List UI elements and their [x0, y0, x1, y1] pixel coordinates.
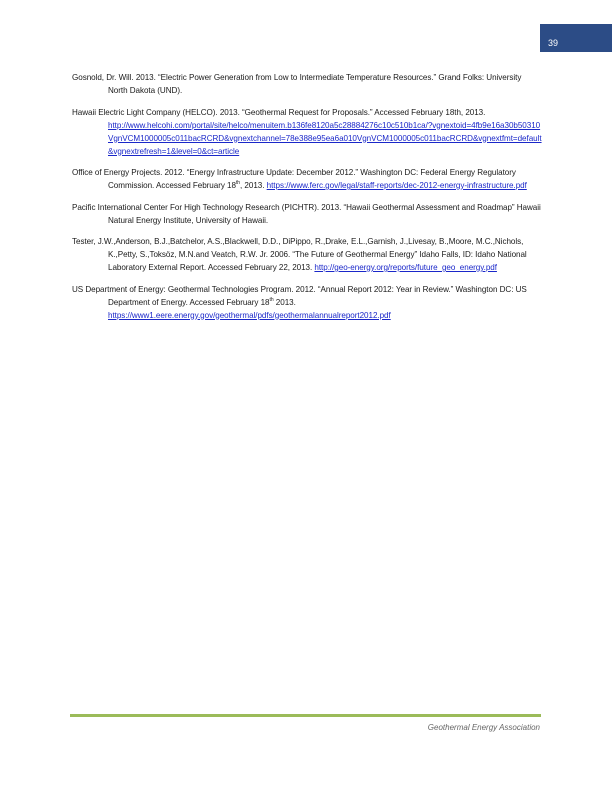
- page-number: 39: [548, 38, 559, 48]
- reference-text: Pacific International Center For High Technology Research (PICHTR). 2013. “Hawaii Geothermal Assessment and Roadmap” Hawaii Natural Energy Institute, University of Hawaii.: [72, 202, 541, 225]
- reference-link[interactable]: https://www.ferc.gov/legal/staff-reports/dec-2012-energy-infrastructure.pdf: [266, 181, 527, 190]
- reference-link[interactable]: http://www.helcohi.com/portal/site/helco/menuitem.b136fe8120a5c28884276c10c510b1ca/?vgnextoid=4fb9e16a30b50310VgnVCM1000005c011bacRCRD&vgnextchannel=78e388e95ea6a010VgnVCM1000005c011bacRCRD&vgnextfmt=default&vgnextrefresh=1&level=0&ct=article: [108, 120, 542, 156]
- reference-tester: [72, 235, 542, 274]
- ordinal-superscript: th: [269, 296, 274, 303]
- reference-text-tail: , 2013.: [240, 181, 267, 190]
- reference-text: Office of Energy Projects. 2012. “Energy Infrastructure Update: December 2012.” Washington DC: Federal Energy Regulatory Commission. Accessed February 18: [72, 168, 516, 190]
- reference-text: Tester, J.W.,Anderson, B.J.,Batchelor, A.S.,Blackwell, D.D., DiPippo, R.,Drake, E.L.,Garnish, J.,Livesay, B.,Moore, M.C.,Nichols, K.,Petty, S.,Toksöz, M.N.and Veatch, R.W. Jr. 2006. “The Future of Geothermal Energy” Idaho Falls, ID: Idaho National Laboratory External Report. Accessed February 22, 2013.: [72, 237, 527, 272]
- reference-link[interactable]: http://geo-energy.org/reports/future_geo_energy.pdf: [314, 263, 497, 272]
- reference-gosnold: [72, 71, 542, 97]
- reference-pichtr: [72, 201, 542, 227]
- reference-text: US Department of Energy: Geothermal Technologies Program. 2012. “Annual Report 2012: Year in Review.” Washington DC: US Department of Energy. Accessed February 18: [72, 284, 527, 307]
- ordinal-superscript: th: [235, 180, 241, 186]
- reference-text: Hawaii Electric Light Company (HELCO). 2013. “Geothermal Request for Proposals.” Accessed February 18th, 2013.: [72, 107, 486, 117]
- reference-link[interactable]: https://www1.eere.energy.gov/geothermal/pdfs/geothermalannualreport2012.pdf: [108, 310, 391, 320]
- page-number-box: [540, 24, 612, 52]
- reference-doe: [72, 283, 542, 322]
- reference-text-tail: 2013.: [273, 297, 296, 307]
- references-list: [72, 71, 542, 330]
- reference-helco: [72, 106, 542, 158]
- footer-rule: [70, 714, 541, 717]
- reference-text: Gosnold, Dr. Will. 2013. “Electric Power Generation from Low to Intermediate Temperature Resources.” Grand Folks: University North Dakota (UND).: [72, 73, 522, 95]
- reference-ferc: [72, 166, 542, 192]
- footer-organization: Geothermal Energy Association: [427, 723, 540, 732]
